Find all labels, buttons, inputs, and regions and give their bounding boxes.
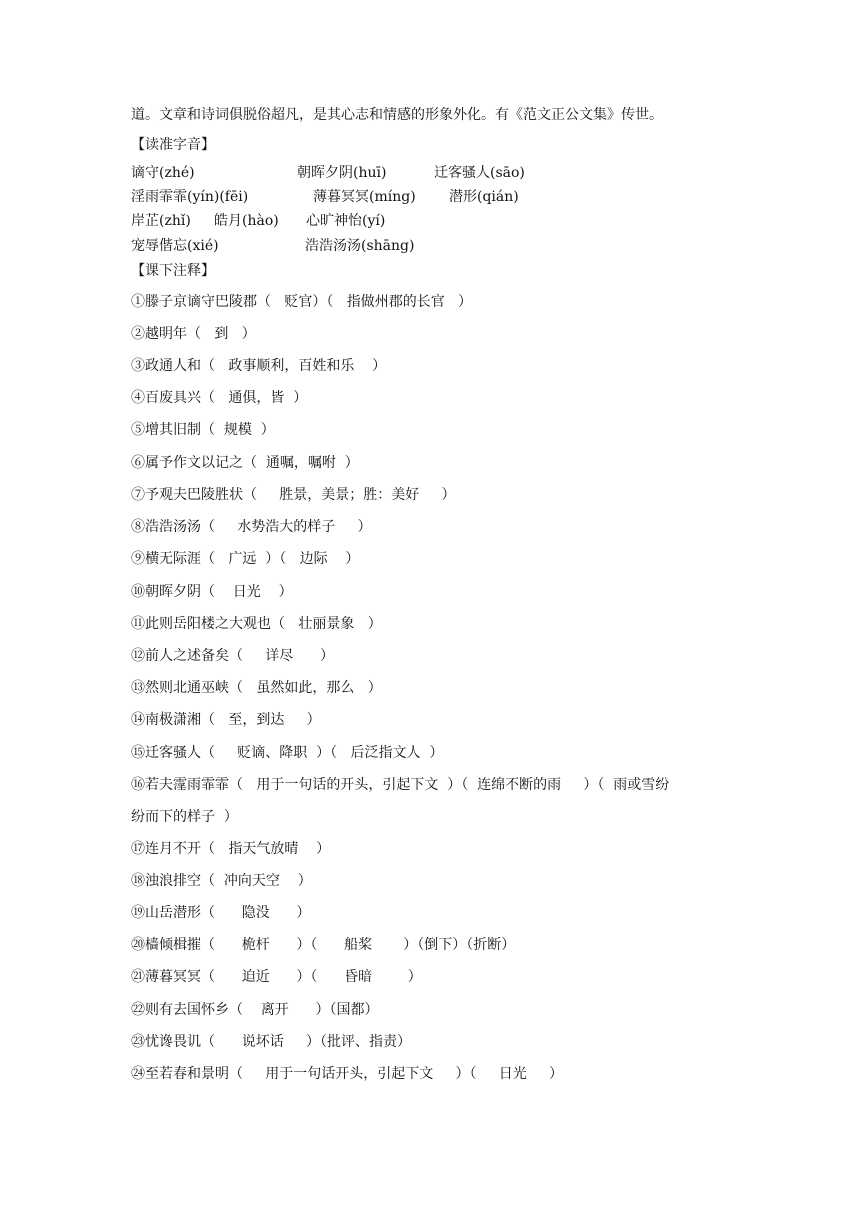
note-line: ⑥属予作文以记之（ 通嘱，嘱咐 ） (131, 455, 359, 471)
pronunciation-item: 宠辱偕忘(xié) (131, 238, 219, 254)
pronunciation-item: 谪守(zhé) (131, 165, 195, 181)
note-line: ㉓忧谗畏讥（ 说坏话 ）（批评、指责） (131, 1034, 411, 1050)
note-line: ④百废具兴（ 通俱，皆 ） (131, 390, 308, 406)
note-line: ⑯若夫霪雨霏霏（ 用于一句话的开头，引起下文 ）（ 连绵不断的雨 ）（ 雨或雪纷 (131, 777, 670, 793)
note-line: ㉑薄暮冥冥（ 迫近 ）（ 昏暗 ） (131, 969, 422, 985)
pronunciation-item: 迁客骚人(sāo) (434, 165, 525, 181)
pronunciation-item: 浩浩汤汤(shāng) (305, 238, 415, 254)
note-line: ⑤增其旧制（ 规模 ） (131, 422, 275, 438)
note-line: ③政通人和（ 政事顺利，百姓和乐 ） (131, 358, 387, 374)
pronunciation-item: 心旷神怡(yí) (306, 213, 386, 229)
note-line-continuation: 纷而下的样子 ） (131, 809, 238, 825)
pronunciation-item: 朝晖夕阴(huī) (297, 165, 387, 181)
intro-paragraph: 道。文章和诗词俱脱俗超凡，是其心志和情感的形象外化。有《范文正公文集》传世。 (131, 107, 663, 123)
note-line: ⑲山岳潜形（ 隐没 ） (131, 905, 311, 921)
note-line: ⑩朝晖夕阴（ 日光 ） (131, 584, 293, 600)
note-line: ⑨横无际涯（ 广远 ）（ 边际 ） (131, 551, 360, 567)
pronunciation-item: 薄暮冥冥(míng) (313, 189, 416, 205)
note-line: ㉒则有去国怀乡（ 离开 ）（国都） (131, 1002, 379, 1018)
section-heading-notes: 【课下注释】 (131, 263, 215, 279)
note-line: ⑰连月不开（ 指天气放晴 ） (131, 841, 331, 857)
note-line: ①滕子京谪守巴陵郡（ 贬官）（ 指做州郡的长官 ） (131, 294, 473, 310)
pronunciation-item: 淫雨霏霏(yín)(fēi) (131, 189, 249, 205)
note-line: ⑳樯倾楫摧（ 桅杆 ）（ 船桨 ）（倒下）（折断） (131, 937, 516, 953)
pronunciation-item: 潜形(qián) (449, 189, 519, 205)
note-line: ⑧浩浩汤汤（ 水势浩大的样子 ） (131, 519, 372, 535)
note-line: ⑬然则北通巫峡（ 虽然如此，那么 ） (131, 680, 382, 696)
note-line: ⑫前人之述备矣（ 详尽 ） (131, 648, 334, 664)
pronunciation-item: 岸芷(zhǐ) (131, 213, 191, 229)
note-line: ⑦予观夫巴陵胜状（ 胜景，美景；胜：美好 ） (131, 487, 456, 503)
pronunciation-item: 皓月(hào) (214, 213, 279, 229)
section-heading-pronunciation: 【读准字音】 (131, 137, 215, 153)
note-line: ②越明年（ 到 ） (131, 326, 256, 342)
note-line: ⑱浊浪排空（ 冲向天空 ） (131, 873, 312, 889)
note-line: ⑪此则岳阳楼之大观也（ 壮丽景象 ） (131, 616, 382, 632)
note-line: ⑭南极潇湘（ 至，到达 ） (131, 712, 321, 728)
note-line: ⑮迁客骚人（ 贬谪、降职 ）（ 后泛指文人 ） (131, 745, 444, 761)
note-line: ㉔至若春和景明（ 用于一句话开头，引起下文 ）（ 日光 ） (131, 1066, 564, 1082)
